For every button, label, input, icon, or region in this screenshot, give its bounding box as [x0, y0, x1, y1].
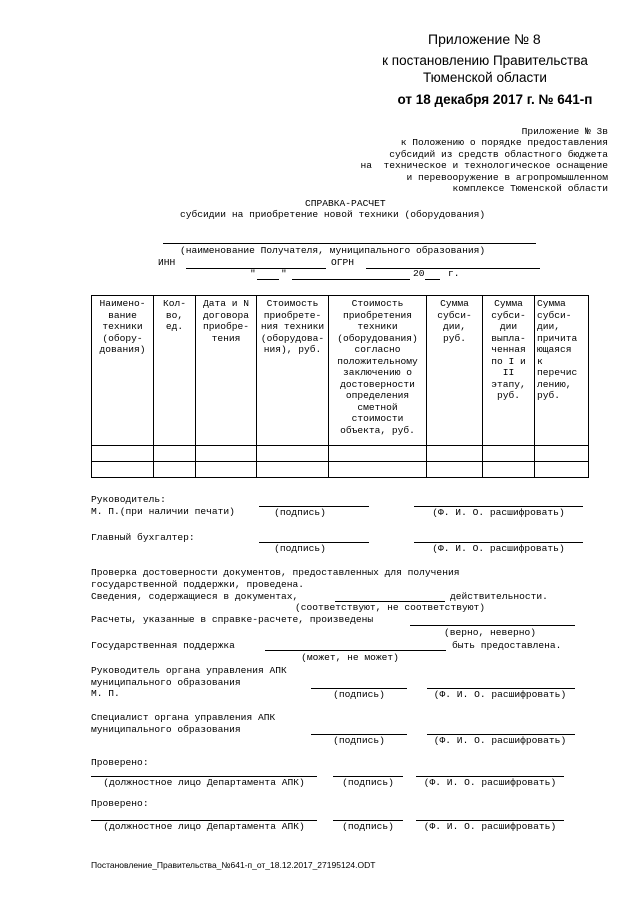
checked-label-2: Проверено: [91, 798, 149, 809]
info-label: Сведения, содержащиеся в документах, [91, 591, 299, 602]
calc-field[interactable] [410, 625, 575, 626]
verification-line-1: Проверка достоверности документов, предоставленных для получения [91, 567, 460, 578]
official-caption-2: (должностное лицо Департамента АПК) [103, 821, 305, 832]
resolution-date: от 18 декабря 2017 г. № 641-п [397, 92, 593, 107]
date-year-field[interactable] [425, 279, 440, 280]
doc-subtitle: субсидии на приобретение новой техники (оборудования) [180, 209, 486, 220]
calc-label: Расчеты, указанные в справке-расчете, произведены [91, 614, 374, 625]
head-sign-caption: (подпись) [274, 507, 326, 518]
table-row [92, 462, 589, 478]
checked-label-1: Проверено: [91, 757, 149, 768]
accountant-fio-caption: (Ф. И. О. расшифровать) [432, 543, 565, 554]
table-cell[interactable] [257, 446, 329, 462]
annex-line-2: субсидий из средств областного бюджета [389, 149, 608, 160]
date-day-field[interactable] [257, 279, 279, 280]
apk-spec-line-1: Специалист органа управления АПК [91, 712, 276, 723]
inn-field[interactable] [186, 268, 326, 269]
col-header-cost-approved: Стоимость приобретения техники (оборудования) согласно положительному заключению о достоверности определения сметной стоимости объекта, руб. [329, 296, 427, 446]
resolution-line-1: к постановлению Правительства [382, 53, 588, 68]
recipient-caption: (наименование Получателя, муниципального образования) [180, 245, 486, 256]
support-caption: (может, не может) [301, 652, 399, 663]
table-cell[interactable] [196, 446, 257, 462]
col-header-cost: Стоимость приобрете- ния техники (оборудова- ния), руб. [257, 296, 329, 446]
head-fio-caption: (Ф. И. О. расшифровать) [432, 507, 565, 518]
year-prefix: 20 [413, 268, 425, 279]
col-header-subsidy-due: Сумма субси- дии, причита ющаяся к перечис лению, руб. [535, 296, 589, 446]
apk-spec-sign-caption: (подпись) [333, 735, 385, 746]
table-cell[interactable] [329, 446, 427, 462]
date-month-field[interactable] [292, 279, 410, 280]
head-label: Руководитель: [91, 494, 166, 505]
table-cell[interactable] [427, 446, 483, 462]
col-header-subsidy: Сумма субси- дии, руб. [427, 296, 483, 446]
apk-head-line-1: Руководитель органа управления АПК [91, 665, 287, 676]
checked2-sign-caption: (подпись) [342, 821, 394, 832]
table-cell[interactable] [196, 462, 257, 478]
official-caption-1: (должностное лицо Департамента АПК) [103, 777, 305, 788]
inn-label: ИНН [158, 257, 176, 268]
date-quote-close: " [281, 268, 287, 279]
calc-caption: (верно, неверно) [443, 627, 537, 638]
table-cell[interactable] [535, 446, 589, 462]
table-cell[interactable] [329, 462, 427, 478]
ogrn-label: ОГРН [331, 257, 355, 268]
checked1-sign-caption: (подпись) [342, 777, 394, 788]
doc-title: СПРАВКА-РАСЧЕТ [305, 198, 386, 209]
appendix-number: Приложение № 8 [428, 31, 541, 47]
col-header-subsidy-paid: Сумма субси- дии выпла- ченная по I и II этапу, руб. [483, 296, 535, 446]
checked1-fio-caption: (Ф. И. О. расшифровать) [423, 777, 557, 788]
apk-spec-line-2: муниципального образования [91, 724, 241, 735]
support-field[interactable] [265, 650, 446, 651]
apk-head-fio-caption: (Ф. И. О. расшифровать) [433, 689, 567, 700]
date-quote-open: " [250, 268, 256, 279]
annex-line-3: на техническое и технологическое оснащение [360, 160, 608, 171]
apk-head-line-2: муниципального образования [91, 677, 241, 688]
annex-line-4: и перевооружение в агропромышленном [406, 172, 608, 183]
accountant-sign-caption: (подпись) [274, 543, 326, 554]
accountant-label: Главный бухгалтер: [91, 532, 195, 543]
apk-head-sign-caption: (подпись) [333, 689, 385, 700]
checked2-fio-caption: (Ф. И. О. расшифровать) [423, 821, 557, 832]
col-header-equipment: Наимено- вание техники (обору- дования) [92, 296, 154, 446]
table-cell[interactable] [154, 462, 196, 478]
verification-line-2: государственной поддержки, проведена. [91, 579, 305, 590]
col-header-quantity: Кол- во, ед. [154, 296, 196, 446]
year-suffix: г. [448, 268, 460, 279]
table-cell[interactable] [92, 446, 154, 462]
annex-line-1: к Положению о порядке предоставления [400, 137, 608, 148]
table-cell[interactable] [483, 446, 535, 462]
table-header-row [92, 296, 589, 446]
recipient-name-line[interactable] [163, 243, 536, 244]
footer-filename: Постановление_Правительства_№641-п_от_18.12.2017_27195124.ODT [91, 860, 376, 870]
table-cell[interactable] [257, 462, 329, 478]
annex-title: Приложение № 3в [521, 126, 608, 137]
table-cell[interactable] [154, 446, 196, 462]
table-cell[interactable] [535, 462, 589, 478]
info-end: действительности. [450, 591, 548, 602]
support-label: Государственная поддержка [91, 640, 235, 651]
subsidy-table [91, 295, 589, 478]
support-end: быть предоставлена. [452, 640, 562, 651]
apk-spec-fio-caption: (Ф. И. О. расшифровать) [433, 735, 567, 746]
table-cell[interactable] [427, 462, 483, 478]
table-row [92, 446, 589, 462]
col-header-contract: Дата и N договора приобре- тения [196, 296, 257, 446]
table-cell[interactable] [483, 462, 535, 478]
apk-stamp: М. П. [91, 688, 120, 699]
annex-line-5: комплексе Тюменской области [452, 183, 608, 194]
resolution-line-2: Тюменской области [423, 70, 547, 85]
stamp-label: М. П.(при наличии печати) [91, 506, 235, 517]
table-cell[interactable] [92, 462, 154, 478]
info-caption: (соответствуют, не соответствуют) [295, 602, 485, 613]
